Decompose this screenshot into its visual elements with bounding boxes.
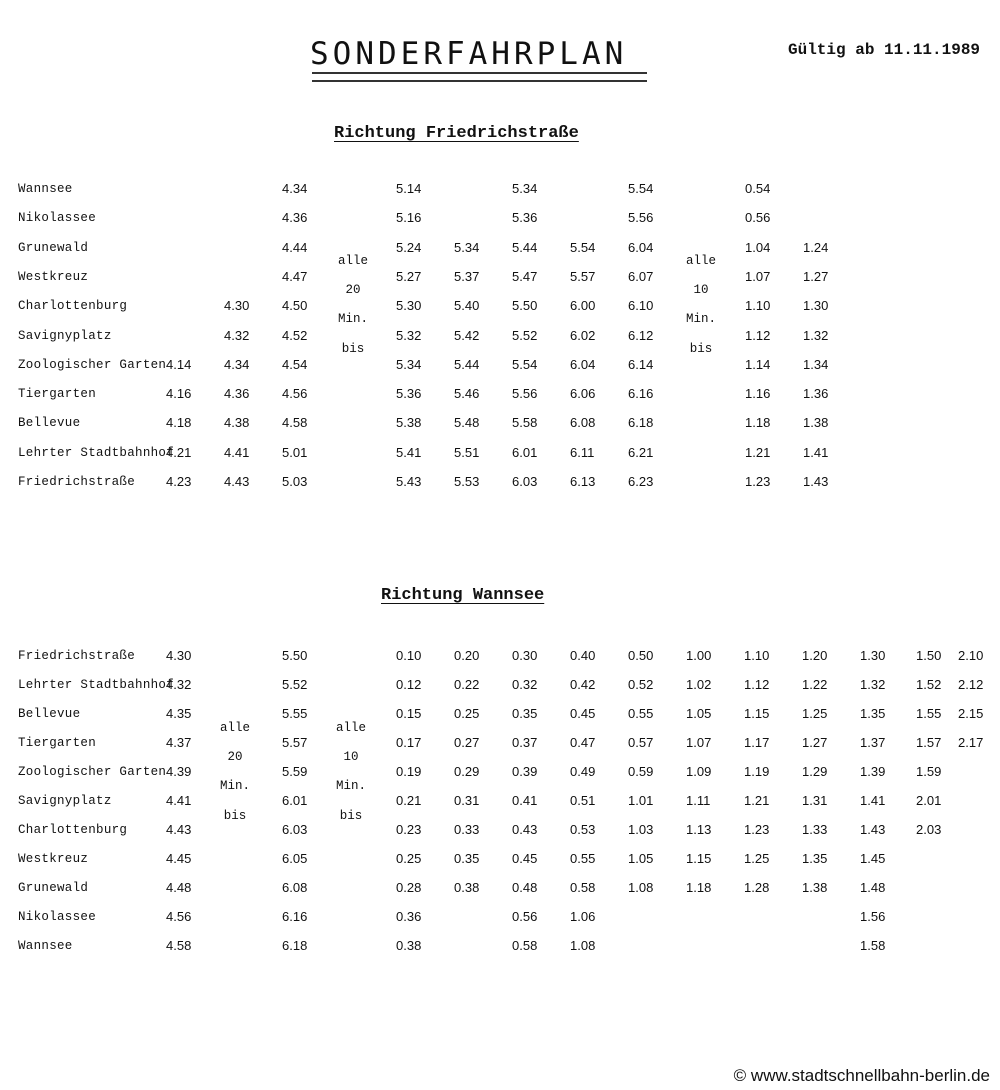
- departure-time: 4.32: [166, 677, 192, 692]
- departure-time: 5.57: [282, 735, 308, 750]
- station-name: Westkreuz: [18, 269, 89, 284]
- departure-time: 5.42: [454, 327, 480, 343]
- departure-time: 0.37: [512, 735, 538, 750]
- interval-note-line: Min.: [335, 779, 366, 794]
- interval-note-line: alle: [337, 254, 368, 268]
- departure-time: 4.23: [166, 474, 192, 489]
- departure-time: 1.27: [803, 268, 829, 284]
- departure-time: 1.05: [628, 851, 654, 866]
- departure-time: 5.34: [512, 181, 538, 196]
- departure-time: 4.18: [166, 415, 192, 431]
- station-name: Grunewald: [18, 240, 89, 255]
- departure-time: 0.22: [454, 677, 480, 692]
- departure-time: 5.46: [454, 386, 480, 402]
- departure-time: 1.58: [860, 938, 886, 953]
- departure-time: 1.19: [744, 764, 770, 779]
- departure-time: 0.45: [570, 706, 596, 721]
- departure-time: 1.08: [570, 938, 596, 953]
- station-name: Friedrichstraße: [18, 649, 136, 663]
- departure-time: 4.41: [224, 444, 250, 460]
- departure-time: 5.14: [396, 181, 422, 196]
- departure-time: 6.12: [628, 327, 654, 343]
- departure-time: 1.27: [802, 735, 828, 750]
- departure-time: 6.18: [282, 938, 308, 953]
- departure-time: 0.56: [512, 909, 538, 924]
- departure-time: 4.36: [224, 386, 250, 402]
- departure-time: 1.09: [686, 764, 712, 779]
- station-name: Lehrter Stadtbahnhof: [18, 445, 175, 460]
- departure-time: 1.18: [745, 415, 771, 431]
- departure-time: 1.29: [802, 764, 828, 779]
- departure-time: 4.52: [282, 327, 308, 343]
- station-name: Zoologischer Garten: [18, 357, 167, 372]
- departure-time: 4.43: [224, 474, 250, 489]
- departure-time: 0.42: [570, 677, 596, 692]
- departure-time: 1.34: [803, 356, 829, 372]
- departure-time: 1.05: [686, 706, 712, 721]
- departure-time: 4.34: [224, 356, 250, 372]
- departure-time: 0.12: [396, 677, 422, 692]
- station-name: Wannsee: [18, 182, 73, 196]
- departure-time: 0.38: [396, 938, 422, 953]
- departure-time: 6.01: [512, 444, 538, 460]
- departure-time: 0.21: [396, 793, 422, 808]
- station-name: Westkreuz: [18, 852, 89, 866]
- departure-time: 0.19: [396, 764, 422, 779]
- departure-time: 0.51: [570, 793, 596, 808]
- departure-time: 1.25: [802, 706, 828, 721]
- departure-time: 4.56: [282, 386, 308, 402]
- departure-time: 1.12: [745, 327, 771, 343]
- interval-note-line: 10: [343, 750, 359, 765]
- departure-time: 1.48: [860, 880, 886, 895]
- section-heading-friedrichstrasse: Richtung Friedrichstraße: [334, 124, 579, 143]
- departure-time: 0.20: [454, 648, 480, 663]
- departure-time: 1.30: [860, 648, 886, 663]
- departure-time: 1.00: [686, 648, 712, 663]
- interval-note-line: alle: [685, 254, 716, 268]
- departure-time: 2.03: [916, 822, 942, 837]
- departure-time: 0.43: [512, 822, 538, 837]
- departure-time: 1.12: [744, 677, 770, 692]
- departure-time: 6.16: [628, 386, 654, 402]
- departure-time: 0.38: [454, 880, 480, 895]
- departure-time: 4.44: [282, 239, 308, 255]
- station-name: Charlottenburg: [18, 823, 128, 837]
- departure-time: 1.21: [745, 444, 771, 460]
- departure-time: 1.57: [916, 735, 942, 750]
- departure-time: 0.30: [512, 648, 538, 663]
- departure-time: 4.41: [166, 793, 192, 808]
- departure-time: 5.16: [396, 210, 422, 226]
- departure-time: 1.28: [744, 880, 770, 895]
- departure-time: 5.44: [512, 239, 538, 255]
- departure-time: 0.58: [512, 938, 538, 953]
- departure-time: 5.24: [396, 239, 422, 255]
- station-name: Savignyplatz: [18, 328, 112, 343]
- departure-time: 6.18: [628, 415, 654, 431]
- departure-time: 1.10: [745, 298, 771, 314]
- departure-time: 1.18: [686, 880, 712, 895]
- departure-time: 0.25: [454, 706, 480, 721]
- departure-time: 4.56: [166, 909, 192, 924]
- departure-time: 1.41: [803, 444, 829, 460]
- departure-time: 0.50: [628, 648, 654, 663]
- interval-note: [215, 714, 255, 831]
- departure-time: 1.21: [744, 793, 770, 808]
- departure-time: 0.59: [628, 764, 654, 779]
- copyright-footer: © www.stadtschnellbahn-berlin.de: [733, 1066, 990, 1085]
- station-name: Charlottenburg: [18, 299, 128, 314]
- interval-note: [331, 714, 371, 831]
- departure-time: 6.23: [628, 474, 654, 489]
- interval-note: [333, 247, 373, 364]
- departure-time: 0.48: [512, 880, 538, 895]
- departure-time: 5.30: [396, 298, 422, 314]
- departure-time: 0.32: [512, 677, 538, 692]
- departure-time: 1.36: [803, 386, 829, 402]
- departure-time: 1.23: [744, 822, 770, 837]
- departure-time: 4.32: [224, 327, 250, 343]
- departure-time: 1.22: [802, 677, 828, 692]
- departure-time: 4.45: [166, 851, 192, 866]
- departure-time: 1.07: [686, 735, 712, 750]
- departure-time: 5.48: [454, 415, 480, 431]
- departure-time: 0.27: [454, 735, 480, 750]
- interval-note-line: 10: [693, 283, 709, 298]
- departure-time: 0.57: [628, 735, 654, 750]
- departure-time: 0.35: [454, 851, 480, 866]
- departure-time: 1.41: [860, 793, 886, 808]
- departure-time: 1.55: [916, 706, 942, 721]
- departure-time: 6.13: [570, 474, 596, 489]
- departure-time: 0.39: [512, 764, 538, 779]
- departure-time: 0.15: [396, 706, 422, 721]
- departure-time: 6.06: [570, 386, 596, 402]
- departure-time: 6.05: [282, 851, 308, 866]
- departure-time: 1.02: [686, 677, 712, 692]
- departure-time: 5.41: [396, 444, 422, 460]
- departure-time: 4.58: [282, 415, 308, 431]
- departure-time: 0.52: [628, 677, 654, 692]
- departure-time: 6.00: [570, 298, 596, 314]
- departure-time: 5.36: [396, 386, 422, 402]
- departure-time: 1.17: [744, 735, 770, 750]
- departure-time: 5.52: [282, 677, 308, 692]
- departure-time: 4.58: [166, 938, 192, 953]
- departure-time: 1.15: [744, 706, 770, 721]
- station-name: Lehrter Stadtbahnhof: [18, 678, 175, 692]
- departure-time: 1.13: [686, 822, 712, 837]
- departure-time: 6.21: [628, 444, 654, 460]
- station-name: Wannsee: [18, 939, 73, 953]
- departure-time: 6.10: [628, 298, 654, 314]
- departure-time: 4.30: [224, 298, 250, 314]
- departure-time: 1.37: [860, 735, 886, 750]
- departure-time: 1.43: [860, 822, 886, 837]
- departure-time: 6.14: [628, 356, 654, 372]
- departure-time: 6.04: [628, 239, 654, 255]
- departure-time: 0.17: [396, 735, 422, 750]
- departure-time: 0.56: [745, 210, 771, 226]
- departure-time: 1.38: [802, 880, 828, 895]
- departure-time: 0.35: [512, 706, 538, 721]
- departure-time: 5.59: [282, 764, 308, 779]
- departure-time: 1.06: [570, 909, 596, 924]
- interval-note-line: alle: [219, 721, 250, 735]
- departure-time: 5.52: [512, 327, 538, 343]
- interval-note-line: Min.: [219, 779, 250, 794]
- departure-time: 1.24: [803, 239, 829, 255]
- section-heading-wannsee: Richtung Wannsee: [381, 586, 545, 605]
- interval-note: [681, 247, 721, 364]
- departure-time: 4.48: [166, 880, 192, 895]
- departure-time: 0.41: [512, 793, 538, 808]
- departure-time: 2.01: [916, 793, 942, 808]
- departure-time: 5.58: [512, 415, 538, 431]
- departure-time: 1.11: [686, 793, 711, 808]
- departure-time: 5.53: [454, 474, 480, 489]
- departure-time: 4.43: [166, 822, 192, 837]
- departure-time: 5.47: [512, 268, 538, 284]
- departure-time: 1.03: [628, 822, 654, 837]
- departure-time: 1.45: [860, 851, 886, 866]
- departure-time: 1.50: [916, 648, 942, 663]
- departure-time: 5.34: [396, 356, 422, 372]
- departure-time: 6.08: [570, 415, 596, 431]
- departure-time: 0.36: [396, 909, 422, 924]
- departure-time: 1.32: [803, 327, 829, 343]
- departure-time: 0.54: [745, 181, 771, 196]
- departure-time: 1.56: [860, 909, 886, 924]
- departure-time: 0.45: [512, 851, 538, 866]
- departure-time: 6.11: [570, 444, 595, 460]
- interval-note-line: alle: [335, 721, 366, 735]
- departure-time: 6.02: [570, 327, 596, 343]
- departure-time: 1.35: [802, 851, 828, 866]
- departure-time: 0.55: [628, 706, 654, 721]
- interval-note-line: bis: [339, 808, 363, 823]
- departure-time: 4.30: [166, 648, 192, 663]
- departure-time: 1.07: [745, 268, 771, 284]
- departure-time: 0.55: [570, 851, 596, 866]
- departure-time: 6.07: [628, 268, 654, 284]
- departure-time: 5.37: [454, 268, 480, 284]
- departure-time: 1.43: [803, 474, 829, 489]
- departure-time: 1.59: [916, 764, 942, 779]
- departure-time: 5.56: [628, 210, 654, 226]
- departure-time: 0.10: [396, 648, 422, 663]
- departure-time: 1.25: [744, 851, 770, 866]
- departure-time: 4.16: [166, 386, 192, 402]
- departure-time: 4.14: [166, 356, 192, 372]
- departure-time: 2.10: [958, 648, 984, 663]
- departure-time: 0.33: [454, 822, 480, 837]
- departure-time: 0.25: [396, 851, 422, 866]
- departure-time: 0.40: [570, 648, 596, 663]
- departure-time: 1.04: [745, 239, 771, 255]
- departure-time: 5.43: [396, 474, 422, 489]
- departure-time: 1.39: [860, 764, 886, 779]
- departure-time: 5.03: [282, 474, 308, 489]
- title-double-underline: [312, 72, 647, 82]
- departure-time: 4.21: [166, 444, 192, 460]
- station-name: Nikolassee: [18, 211, 97, 226]
- departure-time: 4.50: [282, 298, 308, 314]
- departure-time: 1.08: [628, 880, 654, 895]
- departure-time: 0.47: [570, 735, 596, 750]
- departure-time: 1.30: [803, 298, 829, 314]
- departure-time: 6.04: [570, 356, 596, 372]
- departure-time: 5.40: [454, 298, 480, 314]
- departure-time: 5.55: [282, 706, 308, 721]
- departure-time: 1.15: [686, 851, 712, 866]
- departure-time: 5.34: [454, 239, 480, 255]
- departure-time: 1.01: [628, 793, 654, 808]
- station-name: Zoologischer Garten: [18, 765, 167, 779]
- station-name: Bellevue: [18, 707, 81, 721]
- departure-time: 5.38: [396, 415, 422, 431]
- departure-time: 5.27: [396, 268, 422, 284]
- departure-time: 4.38: [224, 415, 250, 431]
- departure-time: 5.54: [512, 356, 538, 372]
- departure-time: 1.14: [745, 356, 771, 372]
- station-name: Tiergarten: [18, 387, 97, 402]
- departure-time: 1.35: [860, 706, 886, 721]
- departure-time: 0.58: [570, 880, 596, 895]
- departure-time: 1.52: [916, 677, 942, 692]
- interval-note-line: 20: [227, 750, 243, 765]
- departure-time: 0.31: [454, 793, 480, 808]
- departure-time: 1.10: [744, 648, 770, 663]
- departure-time: 1.32: [860, 677, 886, 692]
- station-name: Grunewald: [18, 881, 89, 895]
- departure-time: 4.39: [166, 764, 192, 779]
- departure-time: 4.47: [282, 268, 308, 284]
- station-name: Savignyplatz: [18, 794, 112, 808]
- interval-note-line: bis: [341, 341, 365, 356]
- departure-time: 2.17: [958, 735, 984, 750]
- departure-time: 5.57: [570, 268, 596, 284]
- interval-note-line: bis: [689, 341, 713, 356]
- departure-time: 1.23: [745, 474, 771, 489]
- interval-note-line: bis: [223, 808, 247, 823]
- departure-time: 0.53: [570, 822, 596, 837]
- validity-date: Gültig ab 11.11.1989: [788, 41, 981, 59]
- station-name: Nikolassee: [18, 910, 97, 924]
- departure-time: 4.34: [282, 181, 308, 196]
- departure-time: 5.54: [628, 181, 654, 196]
- departure-time: 5.56: [512, 386, 538, 402]
- departure-time: 4.54: [282, 356, 308, 372]
- departure-time: 1.16: [745, 386, 771, 402]
- departure-time: 2.12: [958, 677, 984, 692]
- interval-note-line: Min.: [685, 312, 716, 327]
- departure-time: 6.03: [512, 474, 538, 489]
- departure-time: 5.32: [396, 327, 422, 343]
- departure-time: 1.33: [802, 822, 828, 837]
- departure-time: 1.31: [802, 793, 828, 808]
- departure-time: 6.01: [282, 793, 308, 808]
- departure-time: 5.54: [570, 239, 596, 255]
- departure-time: 6.16: [282, 909, 308, 924]
- departure-time: 1.38: [803, 415, 829, 431]
- departure-time: 2.15: [958, 706, 984, 721]
- interval-note-line: 20: [345, 283, 361, 298]
- departure-time: 5.01: [282, 444, 308, 460]
- departure-time: 0.49: [570, 764, 596, 779]
- departure-time: 5.36: [512, 210, 538, 226]
- departure-time: 6.03: [282, 822, 308, 837]
- station-name: Tiergarten: [18, 736, 97, 750]
- departure-time: 5.51: [454, 444, 480, 460]
- departure-time: 4.37: [166, 735, 192, 750]
- departure-time: 4.36: [282, 210, 308, 226]
- interval-note-line: Min.: [337, 312, 368, 327]
- departure-time: 1.20: [802, 648, 828, 663]
- departure-time: 5.44: [454, 356, 480, 372]
- departure-time: 5.50: [282, 648, 308, 663]
- page-title: SONDERFAHRPLAN: [310, 36, 628, 72]
- station-name: Friedrichstraße: [18, 475, 136, 489]
- departure-time: 0.29: [454, 764, 480, 779]
- departure-time: 6.08: [282, 880, 308, 895]
- departure-time: 5.50: [512, 298, 538, 314]
- departure-time: 0.28: [396, 880, 422, 895]
- station-name: Bellevue: [18, 416, 81, 431]
- departure-time: 4.35: [166, 706, 192, 721]
- departure-time: 0.23: [396, 822, 422, 837]
